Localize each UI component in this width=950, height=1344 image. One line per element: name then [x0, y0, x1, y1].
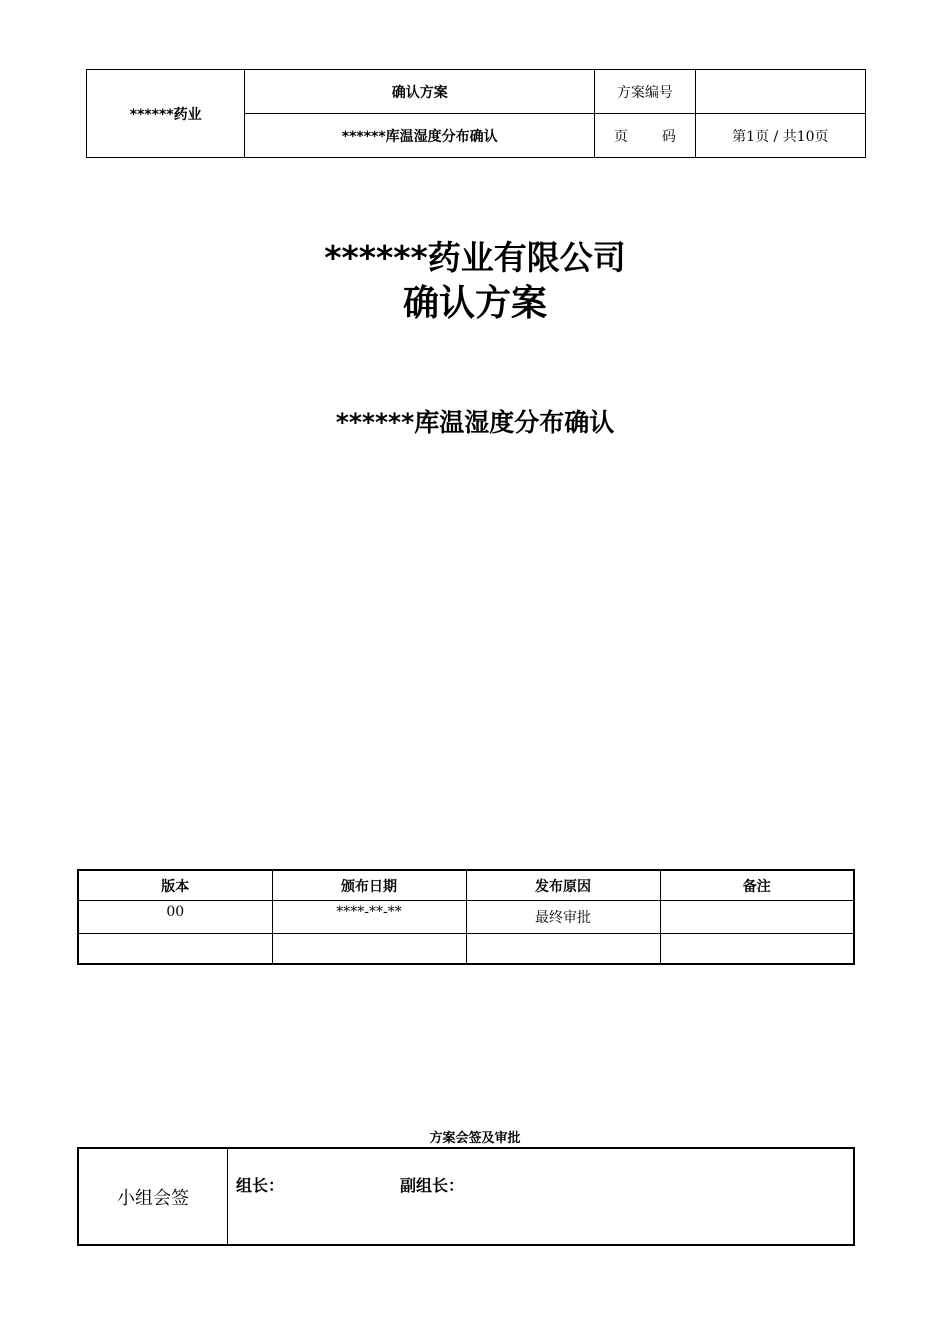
- header-plan-no-value: [695, 70, 865, 114]
- table-row: [78, 934, 854, 965]
- cover-company-title: ******药业有限公司: [324, 238, 626, 277]
- version-header-remark: 备注: [660, 870, 854, 901]
- date-cell: ****-**-**: [272, 901, 466, 934]
- version-header-reason: 发布原因: [466, 870, 660, 901]
- header-company: ******药业: [87, 70, 245, 158]
- document-header-table: [86, 69, 866, 158]
- reason-cell: [466, 934, 660, 965]
- version-header-version: 版本: [78, 870, 272, 901]
- remark-cell: [660, 901, 854, 934]
- version-header-date: 颁布日期: [272, 870, 466, 901]
- version-table: [77, 869, 855, 965]
- cover-doc-type-title: 确认方案: [402, 283, 547, 324]
- group-sign-fields: [228, 1148, 855, 1245]
- header-page-label-2: 码: [661, 128, 676, 145]
- header-page-label: [595, 114, 696, 158]
- deputy-leader-label: 副组长：: [400, 1176, 465, 1195]
- cover-subject-title: ******库温湿度分布确认: [335, 408, 615, 437]
- version-cell: [78, 934, 272, 965]
- leader-label: 组长：: [236, 1176, 285, 1195]
- header-doc-name: ******库温湿度分布确认: [245, 114, 595, 158]
- header-page-value: 第1页 / 共10页: [695, 114, 865, 158]
- approval-caption: 方案会签及审批: [429, 1131, 521, 1146]
- reason-cell: 最终审批: [466, 901, 660, 934]
- header-plan-no-label: 方案编号: [595, 70, 696, 114]
- version-table-header-row: [78, 870, 854, 901]
- group-sign-label: 小组会签: [78, 1148, 228, 1245]
- date-cell: [272, 934, 466, 965]
- header-doc-type: 确认方案: [245, 70, 595, 114]
- remark-cell: [660, 934, 854, 965]
- version-cell: 00: [78, 901, 272, 934]
- approval-table: [77, 1147, 855, 1246]
- table-row: [78, 901, 854, 934]
- header-page-label-1: 页: [613, 128, 628, 145]
